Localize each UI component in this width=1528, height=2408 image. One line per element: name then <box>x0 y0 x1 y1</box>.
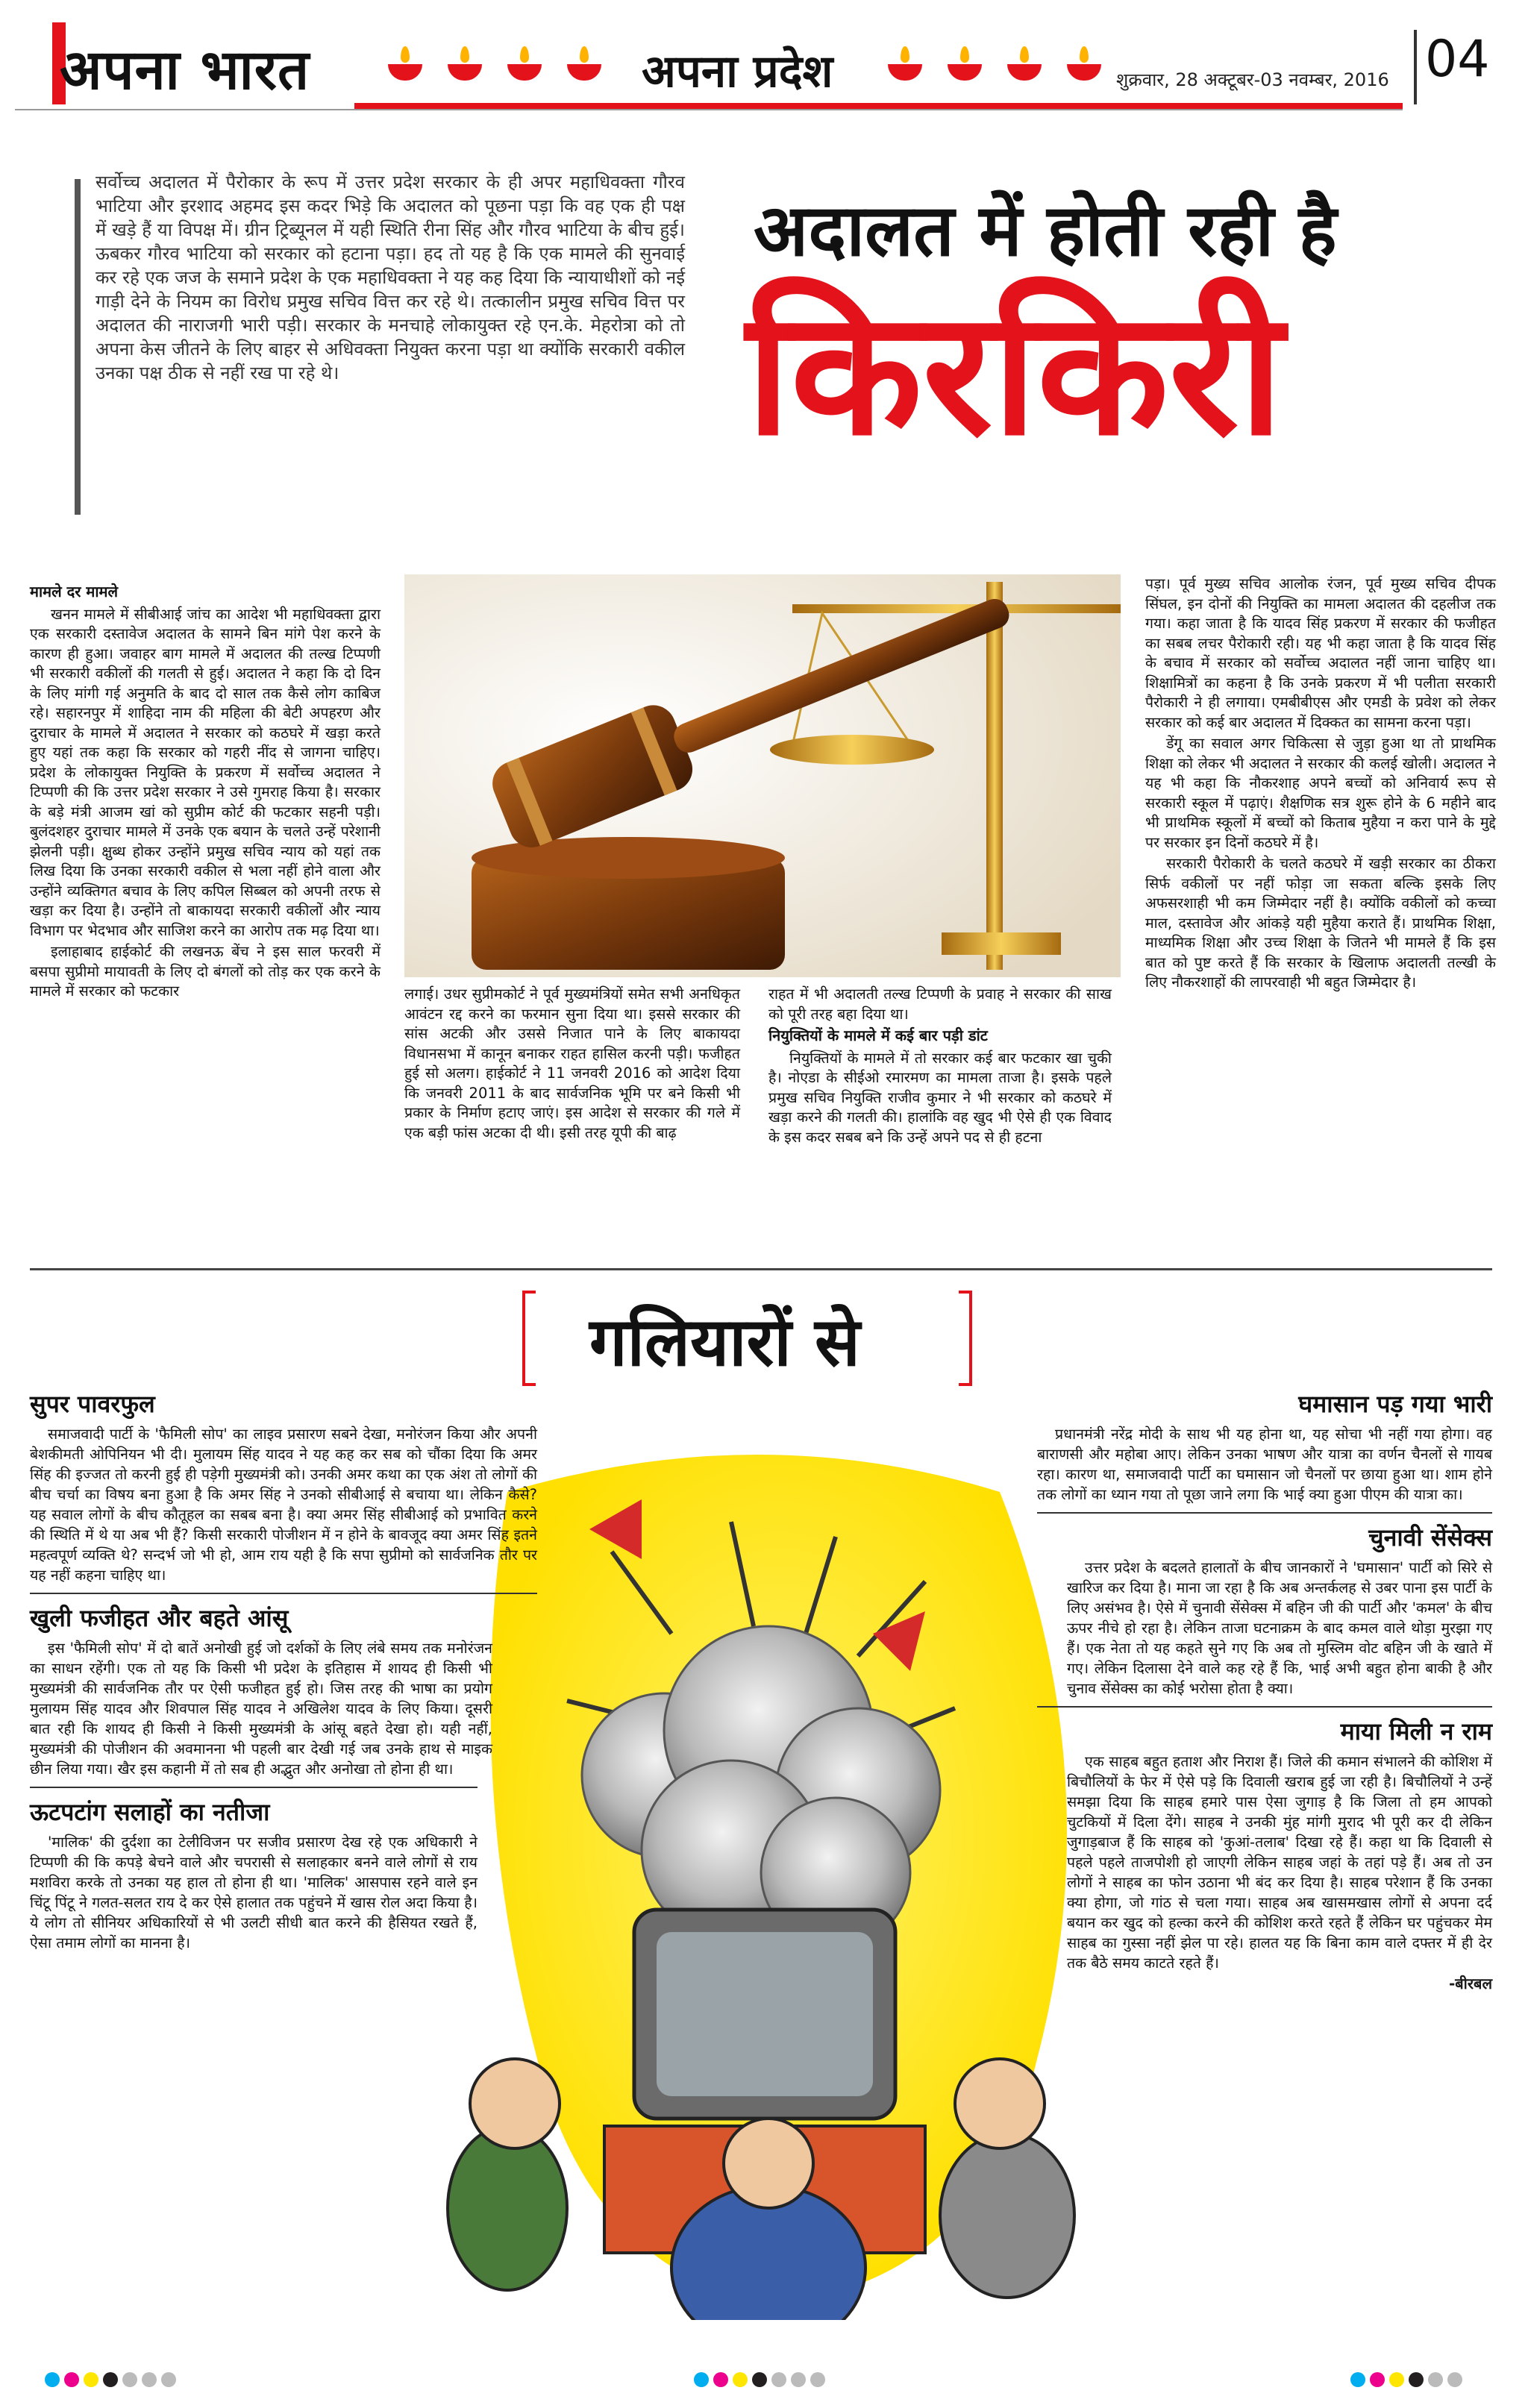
cmyk-dot <box>1447 2372 1462 2387</box>
cmyk-dot <box>45 2372 60 2387</box>
diya-icon <box>567 64 601 81</box>
cmyk-dot <box>103 2372 118 2387</box>
cmyk-dot <box>771 2372 786 2387</box>
diya-flame-icon <box>580 46 589 63</box>
paragraph: उत्तर प्रदेश के बदलते हालातों के बीच जानकारों ने 'घमासान' पार्टी को सिरे से खारिज कर दिया है। माना जा रहा है कि अब अन्तर्कलह से उबर पाना इस पार्टी के लिए असंभव है। ऐसे में चुनावी सेंसेक्स में बहिन जी की पार्टी और 'कमल' के बीच ऊपर नीचे हो रहा है। लेकिन ताजा घटनाक्रम के बाद कमल वाले थोड़ा मुरझा गए हैं। एक नेता तो यह कहते सुने गए कि अब तो मुस्लिम वोट बहिन जी के खाते में गए। लेकिन दिलासा देने वाले कह रहे हैं कि, भाई अभी बहुत होना बाकी है और चुनाव सेंसेक्स का कोई भरोसा होता है क्या। <box>1067 1559 1492 1697</box>
gossip-body <box>30 1832 478 1953</box>
cmyk-dot <box>84 2372 98 2387</box>
gossip-heading: चुनावी सेंसेक्स <box>1368 1523 1492 1552</box>
paragraph: 'मालिक' की दुर्दशा का टेलीविजन पर सजीव प्रसारण देख रहे एक अधिकारी ने टिप्पणी की कि कपड़े बेचने वाले और चपरासी से सलाहकार बनने वाले लोगों से राय मशविरा करके तो उनका यह हाल तो होना ही था। 'मालिक' आसपास रहने वाले इन चिंटू पिंटू ने गलत-सलत राय दे कर ऐसे हालात तक पहुंचने में खास रोल अदा किया है। ये लोग तो सीनियर अधिकारियों से भी उलटी सीधी बात करने की हैसियत रखते हैं, ऐसा तमाम लोगों का मानना है। <box>30 1834 478 1951</box>
subhead: नियुक्तियों के मामले में कई बार पड़ी डांट <box>768 1026 988 1044</box>
cmyk-dot <box>752 2372 767 2387</box>
paragraph: प्रधानमंत्री नरेंद्र मोदी के साथ भी यह होना था, यह सोचा भी नहीं गया होगा। वह बाराणसी और महोबा आए। लेकिन उनका भाषण और यात्रा का वर्णन चैनलों से गायब रहा। कारण था, समाजवादी पार्टी का घमासान जो चैनलों पर छाया हुआ था। शाम होने तक लोगों का ध्यान गया तो पूछा जाने लगा कि भाई क्या हुआ पीएम की यात्रा का। <box>1037 1426 1492 1503</box>
gavel-photo <box>404 574 1121 977</box>
paragraph: एक साहब बहुत हताश और निराश हैं। जिले की कमान संभालने की कोशिश में बिचौलियों के फेर में ऐसे पड़े कि दिवाली खराब हुई जा रही है। बिचौलियों ने उन्हें समझा दिया कि साहब हमारे पास ऐसा जुगाड़ है कि जिला तो हम आपको चुटकियों में दिला देंगे। साहब ने उनकी मुंह मांगी मुराद भी पूरी कर दी लेकिन जुगाड़बाज हैं कि साहब को 'कुआं-तलाब' दिखा रहे हैं। कहा था कि दिवाली से पहले पहले ताजपोशी हो जाएगी लेकिन साहब जहां के तहां पड़े हैं। अब तो उन लोगों ने साहब का फोन उठाना भी बंद कर दिया है। साहब परेशान हैं कि उनका क्या होगा, जो गांठ से चला गया। साहब अब खासमखास लोगों से अपना दर्द बयान कर खुद को हल्का करने की कोशिश करते रहते हैं लेकिन घर पहुंचकर मेम साहब का गुस्सा नहीं झेल पा रहे। हालत यह कि बिना काम वाले दफ्तर में ही देर तक बैठे समय काटते रहते हैं। <box>1067 1753 1492 1972</box>
gossip-section-title: गलियारों से <box>589 1302 860 1382</box>
gossip-right-column <box>1037 1388 1492 1993</box>
cmyk-dot <box>64 2372 79 2387</box>
diya-flame-icon <box>960 46 969 63</box>
diya-icon <box>1007 64 1042 81</box>
paragraph: लगाई। उधर सुप्रीमकोर्ट ने पूर्व मुख्यमंत्रियों समेत सभी अनधिकृत आवंटन रद्द करने का फरमान सुना दिया था। इससे सरकार की सांस अटकी और उससे निजात पाने के लिए बाकायदा विधानसभा में कानून बनाकर राहत हासिल करनी पड़ी। फजीहत हुई सो अलग। हाईकोर्ट ने 11 जनवरी 2016 को आदेश दिया कि जनवरी 2011 के बाद सार्वजनिक भूमि पर बने किसी भी प्रकार के निर्माण हटाए जाएं। इस आदेश से सरकार की गले में एक बड़ी फांस अटका दी थी। इसी तरह यूपी की बाढ़ <box>404 985 740 1141</box>
gossip-body <box>1037 1424 1492 1505</box>
cmyk-dot <box>142 2372 157 2387</box>
paragraph: नियुक्तियों के मामले में तो सरकार कई बार फटकार खा चुकी है। नोएडा के सीईओ रमारमण का मामला ताजा है। इसके पहले प्रमुख सचिव नियुक्ति राजीव कुमार ने भी सरकार को कठघरे में खड़ा करने की गलती की। हालांकि वह खुद भी ऐसे ही एक विवाद के इस कदर सबब बने कि उन्हें अपने पद से ही हटना <box>768 1049 1112 1146</box>
gossip-item <box>1037 1388 1492 1505</box>
lead-intro: सर्वोच्च अदालत में पैरोकार के रूप में उत्तर प्रदेश सरकार के ही अपर महाधिवक्ता गौरव भाटिया और इरशाद अहमद इस कदर भिड़े कि अदालत को पूछना पड़ा कि वह एक ही पक्ष में खड़े हैं या विपक्ष में। ग्रीन ट्रिब्यूनल में यही स्थिति रीना सिंह और गौरव भाटिया के बीच हुई। ऊबकर गौरव भाटिया को सरकार को हटाना पड़ा। हद तो यह है कि एक मामले की सुनवाई कर रहे एक जज के समाने प्रदेश के एक महाधिवक्ता ने यह कह दिया कि न्यायाधीशों को नई गाड़ी देने के नियम का विरोध प्रमुख सचिव वित्त कर रहे थे। तत्कालीन प्रमुख सचिव वित्त पर अदालत की नाराजगी भारी पड़ी। सरकार के मनचाहे लोकायुक्त रहे एन.के. मेहरोत्रा को तो अपना केस जीतने के लिए बाहर से अधिवक्ता नियुक्त करना पड़ा था क्योंकि सरकारी वकील उनका पक्ष ठीक से नहीं रख पा रहे थे। <box>96 172 685 383</box>
subhead: मामले दर मामले <box>30 583 119 601</box>
cmyk-dot <box>1409 2372 1424 2387</box>
masthead-rule-thin <box>15 109 1403 110</box>
diya-flame-icon <box>520 46 529 63</box>
article-column-2 <box>404 985 740 1144</box>
gossip-body <box>30 1638 492 1779</box>
gossip-item <box>1067 1715 1492 1973</box>
section-title: अपना प्रदेश <box>642 46 833 98</box>
paragraph: राहत में भी अदालती तल्ख टिप्पणी के प्रवाह ने सरकार की साख को पूरी तरह बहा दिया था। <box>768 985 1112 1023</box>
brand-logo: अपना भारत <box>60 38 310 102</box>
gossip-heading: सुपर पावरफुल <box>30 1390 155 1418</box>
cmyk-dot <box>122 2372 137 2387</box>
rule <box>1037 1706 1492 1708</box>
paragraph: पड़ा। पूर्व मुख्य सचिव आलोक रंजन, पूर्व मुख्य सचिव दीपक सिंघल, इन दोनों की नियुक्ति का मामला अदालत की दहलीज तक गया। कहा जाता है कि यादव सिंह प्रकरण में सरकार की फजीहत का सबब लचर पैरोकारी रही। यह भी कहा जाता है कि यादव सिंह के बचाव में सरकार को सर्वोच्च अदालत नहीं जाना चाहिए था। शिक्षामित्रों का कहना है कि उनके प्रकरण में भी पलीता सरकारी पैरोकारी ने ही लगाया। एमबीबीएस और एमडी के प्रवेश को लेकर सरकार को कई बार अदालत में दिक्कत का सामना करना पड़ा। <box>1145 575 1496 731</box>
gavel-scales-image <box>404 574 1121 977</box>
gossip-item <box>30 1388 537 1585</box>
gossip-body <box>1067 1752 1492 1973</box>
gossip-item <box>30 1796 478 1953</box>
cmyk-dot <box>1389 2372 1404 2387</box>
title-bracket-right <box>959 1291 972 1386</box>
diya-flame-icon <box>460 46 469 63</box>
cmyk-dot <box>161 2372 176 2387</box>
article-column-3 <box>768 985 1112 1149</box>
cmyk-dot <box>791 2372 806 2387</box>
masthead <box>0 0 1528 112</box>
rule <box>1037 1512 1492 1514</box>
registration-marks-center <box>694 2372 830 2390</box>
headline: किरकिरी <box>746 272 1284 474</box>
registration-marks-left <box>45 2372 181 2390</box>
diya-flame-icon <box>401 46 410 63</box>
diya-icon <box>388 64 422 81</box>
paragraph: समाजवादी पार्टी के 'फैमिली सोप' का लाइव प्रसारण सबने देखा, मनोरंजन किया और अपनी बेशकीमती ओपिनियन भी दी। मुलायम सिंह यादव ने यह कह कर सब को चौंका दिया कि अमर सिंह की इज्जत तो करनी हुई ही पड़ेगी मुख्यमंत्री को। उनकी अमर कथा का एक अंश तो लोगों की बीच चर्चा का विषय बना हुआ है कि अमर सिंह ने उनको सीबीआई से बचाया था। लेकिन कैसे? यह सवाल लोगों के बीच कौतूहल का सबब बना है। क्या अमर सिंह सीबीआई को प्रभावित करने की स्थिति में थे या अब भी हैं? किसी सरकारी पोजीशन में न होने के बावजूद क्या अमर सिंह इतने महत्वपूर्ण व्यक्ति थे? सन्दर्भ जो भी हो, आम राय यही है कि सपा सुप्रीमो को सार्वजनिक तौर पर यह नहीं कहना चाहिए था। <box>30 1426 537 1584</box>
dateline: शुक्रवार, 28 अक्टूबर-03 नवम्बर, 2016 <box>1116 69 1389 90</box>
diya-row-left <box>388 46 627 91</box>
byline: -बीरबल <box>1448 1975 1492 1992</box>
diya-icon <box>1067 64 1101 81</box>
diya-flame-icon <box>1080 46 1089 63</box>
cmyk-dot <box>1428 2372 1443 2387</box>
diya-flame-icon <box>901 46 909 63</box>
diya-flame-icon <box>1020 46 1029 63</box>
diya-icon <box>888 64 922 81</box>
title-bracket-left <box>522 1291 536 1386</box>
intro-rule <box>75 179 81 515</box>
diya-icon <box>948 64 982 81</box>
gossip-body <box>1067 1558 1492 1699</box>
cmyk-dot <box>733 2372 748 2387</box>
gossip-item <box>1067 1521 1492 1699</box>
diya-icon <box>507 64 542 81</box>
gossip-heading: घमासान पड़ गया भारी <box>1298 1390 1492 1418</box>
gossip-heading: खुली फजीहत और बहते आंसू <box>30 1604 289 1632</box>
headline-kicker: अदालत में होती रही है <box>754 188 1337 272</box>
cmyk-dot <box>1350 2372 1365 2387</box>
gossip-heading: ऊटपटांग सलाहों का नतीजा <box>30 1798 270 1826</box>
gossip-heading: माया मिली न राम <box>1340 1717 1492 1746</box>
cmyk-dot <box>810 2372 825 2387</box>
section-divider <box>30 1268 1492 1270</box>
gossip-left-column <box>30 1388 537 1953</box>
paragraph: खनन मामले में सीबीआई जांच का आदेश भी महाधिवक्ता द्वारा एक सरकारी दस्तावेज अदालत के सामने बिन मांगे पेश करने के कारण ही हुआ। जवाहर बाग मामले में अदालत की तल्ख टिप्पणी भी सरकारी वकीलों की गलती से हुई। अदालत ने कहा कि दो दिन के लिए मांगी गई अनुमति के बाद दो साल तक कैसे लोग काबिज रहे। सहारनपुर में शाहिदा नाम की महिला की बेटी अपहरण और दुराचार के मामले में अदालत ने सरकार को कठघरे में खड़ा करते हुए यहां तक कहा कि सरकार को गहरी नींद से जागना चाहिए। प्रदेश के लोकायुक्त नियुक्ति के प्रकरण में सर्वोच्च अदालत ने टिप्पणी की कि उत्तर प्रदेश सरकार ने उसे गुमराह किया है। सरकार के बड़े मंत्री आजम खां को सुप्रीम कोर्ट की फटकार सहनी पड़ी। बुलंदशहर दुराचार मामले में उनके एक बयान के चलते उन्हें परेशानी झेलनी पड़ी। क्षुब्ध होकर उन्होंने प्रमुख सचिव न्याय को यहां तक लिख दिया कि उनका सरकारी वकील से भला नहीं होने वाला और उन्होंने व्यक्तिगत बचाव के लिए कपिल सिब्बल को अपनी तरफ से खड़ा कर दिया है। उन्होंने तो बाकायदा सरकारी वकीलों और न्याय विभाग पर भेदभाव और साजिश करने का आरोप तक मढ़ दिया था। <box>30 605 381 939</box>
masthead-rule <box>354 103 1403 109</box>
registration-marks-right <box>1350 2372 1467 2390</box>
gossip-item <box>30 1602 492 1779</box>
diya-row-right <box>888 46 1112 91</box>
rule <box>30 1593 537 1594</box>
rule <box>30 1787 478 1788</box>
paragraph: सरकारी पैरोकारी के चलते कठघरे में खड़ी सरकार का ठीकरा सिर्फ वकीलों पर नहीं फोड़ा जा सकता बल्कि इसके लिए अफसरशाही भी कम जिम्मेदार नहीं है। क्योंकि वकीलों को कच्चा माल, दस्तावेज और आंकड़े यही मुहैया कराते हैं। प्राथमिक शिक्षा, माध्यमिक शिक्षा और उच्च शिक्षा के जितने भी मामले हैं कि इस बात को पुष्ट करते हैं कि सरकार के खिलाफ अदालती तल्खी के लिए नौकरशाहों की लापरवाही भी बहुत जिम्मेदार है। <box>1145 855 1496 991</box>
paragraph: इस 'फैमिली सोप' में दो बातें अनोखी हुई जो दर्शकों के लिए लंबे समय तक मनोरंजन का साधन रहेंगी। एक तो यह कि किसी भी प्रदेश के इतिहास में शायद ही किसी भी मुख्यमंत्री की सार्वजनिक तौर पर ऐसी फजीहत हुई हो। जिस तरह की भाषा का प्रयोग मुलायम सिंह यादव और शिवपाल सिंह यादव ने अखिलेश यादव के लिए किया। दूसरी बात रही कि शायद ही किसी ने किसी मुख्यमंत्री के आंसू बहते देखा हो। यही नहीं, मुख्यमंत्री की पोजीशन की अवमानना भी पहली बार देखी गई जब उनके हाथ से माइक छीन लिया गया। खैर इस कहानी में तो सब ही अद्भुत और अनोखा तो होना ही था। <box>30 1640 492 1778</box>
masthead-divider <box>1414 30 1417 104</box>
gossip-body <box>30 1424 537 1585</box>
cmyk-dot <box>1370 2372 1385 2387</box>
article-column-1 <box>30 582 381 1003</box>
page-number: 04 <box>1425 30 1490 89</box>
article-column-4 <box>1145 574 1496 994</box>
paragraph: डेंगू का सवाल अगर चिकित्सा से जुड़ा हुआ था तो प्राथमिक शिक्षा को लेकर भी अदालत ने सरकार की कलई खोली। अदालत ने यह भी कहा कि नौकरशाह अपने बच्चों को अनिवार्य रूप से सरकारी स्कूल में पढ़ाएं। शैक्षणिक सत्र शुरू होने के 6 महीने बाद भी प्राथमिक स्कूलों में बच्चों को किताब मुहैया न करा पाने के मुद्दे पर सरकार इन दिनों कठघरे में है। <box>1145 735 1496 851</box>
diya-icon <box>448 64 482 81</box>
cmyk-dot <box>713 2372 728 2387</box>
cmyk-dot <box>694 2372 709 2387</box>
paragraph: इलाहाबाद हाईकोर्ट की लखनऊ बेंच ने इस साल फरवरी में बसपा सुप्रीमो मायावती के लिए दो बंगलों को तोड़ कर एक करने के मामले में सरकार को फटकार <box>30 943 381 1000</box>
